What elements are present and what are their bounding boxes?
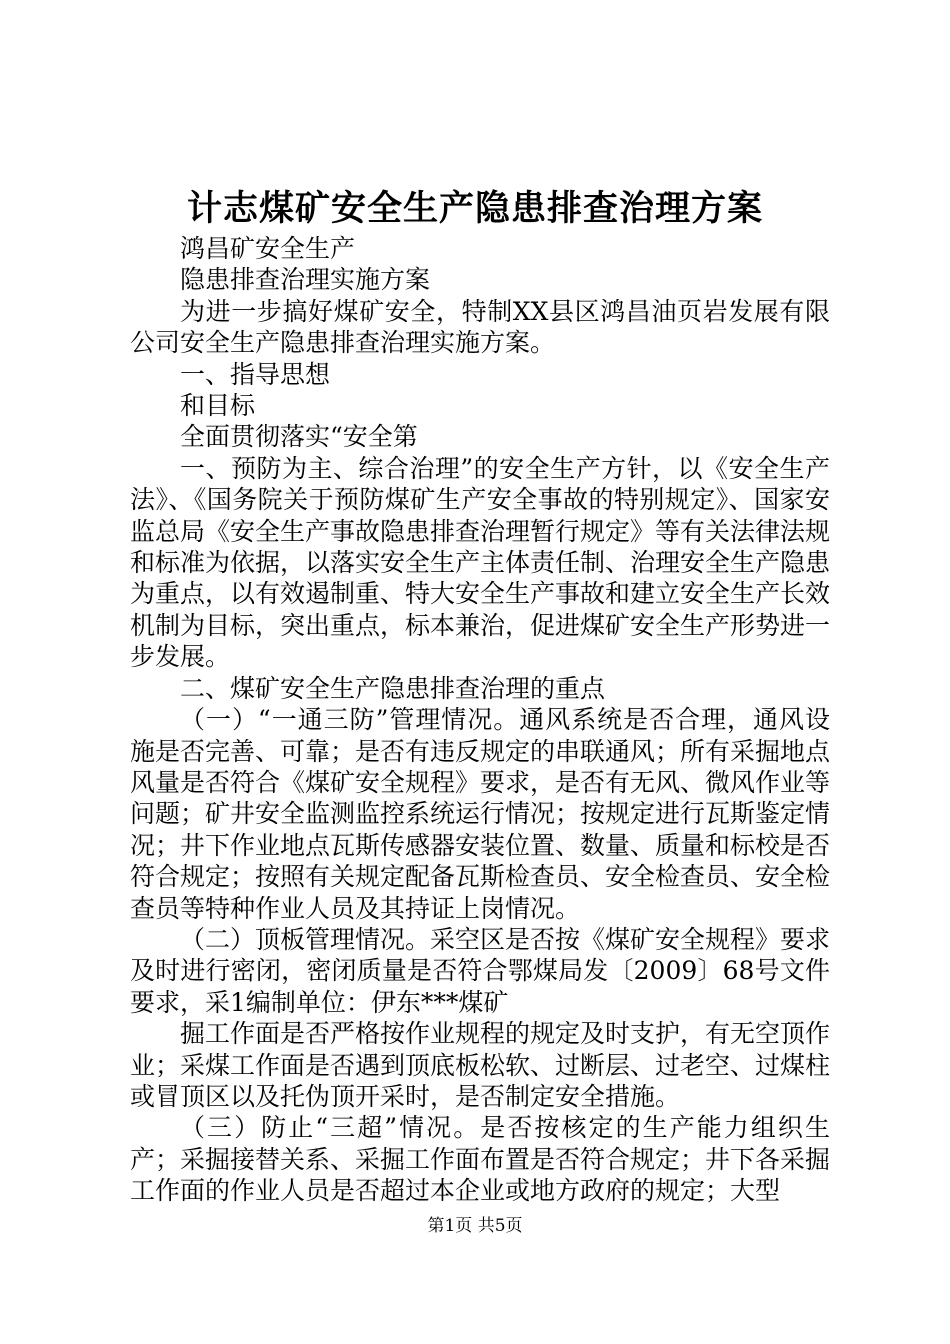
- paragraph-mine-name: 鸿昌矿安全生产: [180, 234, 356, 263]
- paragraph-excavation: 掘工作面是否严格按作业规程的规定及时支护，有无空顶作业；采煤工作面是否遇到顶底板松软、过断层、过老空、过煤柱或冒顶区以及托伪顶开采时，是否制定安全措施。: [130, 1019, 831, 1111]
- page-number: 第1页 共5页: [427, 1216, 523, 1236]
- paragraph-ventilation: （一）“一通三防”管理情况。通风系统是否合理，通风设施是否完善、可靠；是否有违反规定的串联通风；所有采掘地点风量是否符合《煤矿安全规程》要求，是否有无风、微风作业等问题；矿井安全监测监控系统运行情况；按规定进行瓦斯鉴定情况；井下作业地点瓦斯传感器安装位置、数量、质量和标校是否符合规定；按照有关规定配备瓦斯检查员、安全检查员、安全检查员等特种作业人员及其持证上岗情况。: [130, 705, 831, 923]
- paragraph-roof: （二）顶板管理情况。采空区是否按《煤矿安全规程》要求及时进行密闭，密闭质量是否符合鄂煤局发〔2009〕68号文件要求，采1编制单位：伊东***煤矿: [130, 924, 831, 1017]
- section-heading-1-cont: 和目标: [180, 391, 256, 421]
- paragraph-three-over: （三）防止“三超”情况。是否按核定的生产能力组织生产；采掘接替关系、采掘工作面布置是否符合规定；井下各采掘工作面的作业人员是否超过本企业或地方政府的规定；大型: [130, 1113, 831, 1206]
- document-body: [130, 233, 830, 1207]
- section-heading-1: 一、指导思想: [180, 359, 331, 389]
- paragraph-policy: 一、预防为主、综合治理”的安全生产方针，以《安全生产法》、《国务院关于预防煤矿生产安全事故的特别规定》、国家安监总局《安全生产事故隐患排查治理暂行规定》等有关法律法规和标准为依据，以落实安全生产主体责任制、治理安全生产隐患为重点，以有效遏制重、特大安全生产事故和建立安全生产长效机制为目标，突出重点，标本兼治，促进煤矿安全生产形势进一步发展。: [130, 453, 831, 672]
- paragraph-plan-name: 隐患排查治理实施方案: [180, 265, 431, 295]
- paragraph-intro: 为进一步搞好煤矿安全，特制XX县区鸿昌油页岩发展有限公司安全生产隐患排查治理实施方案。: [130, 296, 830, 358]
- section-heading-2: 二、煤矿安全生产隐患排查治理的重点: [180, 673, 606, 703]
- paragraph-implement: 全面贯彻落实“安全第: [180, 422, 418, 452]
- document-title: 计志煤矿安全生产隐患排查治理方案: [186, 188, 763, 229]
